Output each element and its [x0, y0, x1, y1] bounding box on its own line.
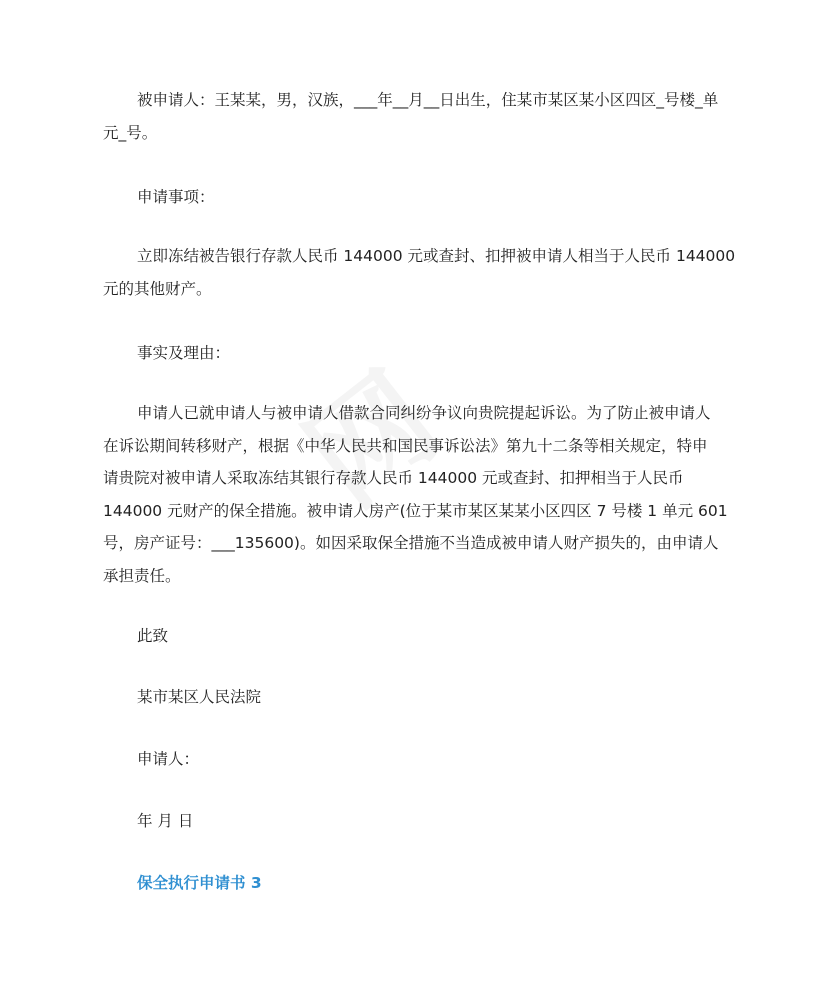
facts-line-5: 号，房产证号：___135600)。如因采取保全措施不当造成被申请人财产损失的，由申请人 — [103, 534, 719, 552]
facts-line-6: 承担责任。 — [103, 567, 181, 585]
facts-line-1: 申请人已就申请人与被申请人借款合同纠纷争议向贵院提起诉讼。为了防止被申请人 — [137, 404, 711, 422]
date-line: 年 月 日 — [137, 812, 194, 830]
facts-line-2: 在诉讼期间转移财产，根据《中华人民共和国民事诉讼法》第九十二条等相关规定，特申 — [103, 437, 708, 455]
items-line-1: 立即冻结被告银行存款人民币 144000 元或查封、扣押被申请人相当于人民币 144000 — [137, 247, 736, 265]
respondent-line-2: 元_号。 — [103, 124, 158, 142]
applicant-label: 申请人： — [137, 750, 200, 768]
next-section-title: 保全执行申请书 3 — [137, 874, 262, 892]
facts-line-3: 请贵院对被申请人采取冻结其银行存款人民币 144000 元或查封、扣押相当于人民币 — [103, 469, 684, 487]
respondent-line-1: 被申请人：王某某，男，汉族，___年__月__日出生，住某市某区某小区四区_号楼_单 — [137, 91, 719, 109]
facts-line-4: 144000 元财产的保全措施。被申请人房产(位于某市某区某某小区四区 7 号楼 1 单元 601 — [103, 502, 728, 520]
items-heading: 申请事项： — [137, 188, 215, 206]
salutation: 此致 — [137, 627, 169, 645]
facts-heading: 事实及理由： — [137, 344, 231, 362]
items-line-2: 元的其他财产。 — [103, 280, 212, 298]
court-name: 某市某区人民法院 — [137, 688, 262, 706]
